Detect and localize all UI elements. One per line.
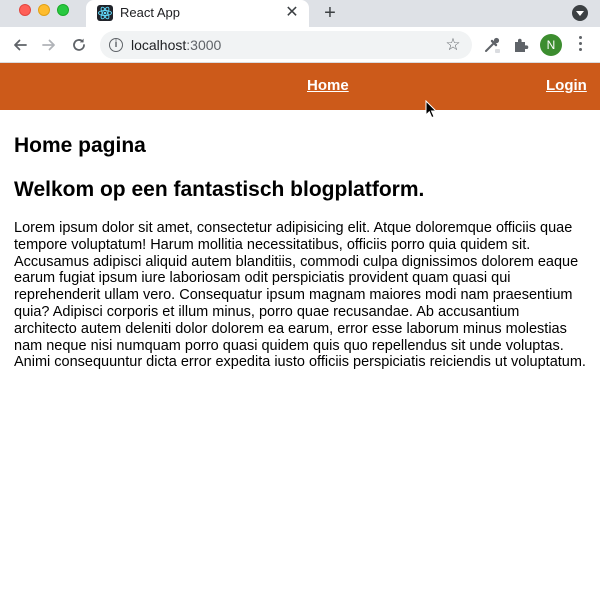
reload-icon[interactable] [68,34,90,56]
tab-title: React App [120,5,180,20]
puzzle-extensions-icon[interactable] [511,35,531,55]
nav-link-home[interactable]: Home [307,77,349,94]
profile-avatar[interactable]: N [540,34,562,56]
window-minimize-button[interactable] [38,4,50,16]
page-title: Home pagina [14,134,146,157]
browser-tab-active[interactable] [86,0,309,27]
kebab-menu-icon[interactable] [574,36,586,54]
new-tab-button[interactable]: + [324,2,336,24]
url-port: :3000 [186,37,222,53]
page-body-text: Lorem ipsum dolor sit amet, consectetur adipisicing elit. Atque doloremque officiis quae tempore voluptatum! Harum mollitia necessitatibus, officiis porro quia quidem sit. Accusamus adipisci aliquid autem blanditiis, commodi culpa dignissimos dolorem eaque earum fugiat ipsum iure laboriosam odit perspiciatis provident quam quasi qui reprehenderit ullam vero. Consequatur ipsum magnam maiores modi nam praesentium quia? Adipisci corporis et illum minus, porro quae recusandae. Ab accusantium architecto autem deleniti dolor dolorem ea earum, error esse laborum minus molestias nam neque nisi numquam porro quasi quidem quis quo repellendus sit unde voluptas. Animi consequuntur dicta error expedita iusto officiis perspiciatis reiciendis ut voluptatum. [14,220,586,371]
site-info-icon[interactable]: i [109,38,123,52]
address-bar[interactable] [100,31,472,59]
window-maximize-button[interactable] [57,4,69,16]
eyedropper-extension-icon[interactable] [482,35,502,55]
browser-toolbar [0,27,600,63]
app-navbar [0,63,600,110]
nav-link-login[interactable]: Login [546,77,587,94]
forward-arrow-icon[interactable] [38,34,60,56]
bookmark-star-icon[interactable]: ☆ [445,35,461,54]
tab-search-icon[interactable] [572,5,588,21]
url-text[interactable] [131,36,221,54]
page-subtitle: Welkom op een fantastisch blogplatform. [14,178,425,201]
page-viewport [0,63,600,614]
react-logo-icon [97,5,113,21]
tab-close-icon[interactable]: ✕ [285,4,299,21]
browser-tabstrip [0,0,600,27]
main-content [14,133,586,371]
window-close-button[interactable] [19,4,31,16]
back-arrow-icon[interactable] [9,34,31,56]
url-host: localhost [131,37,187,53]
